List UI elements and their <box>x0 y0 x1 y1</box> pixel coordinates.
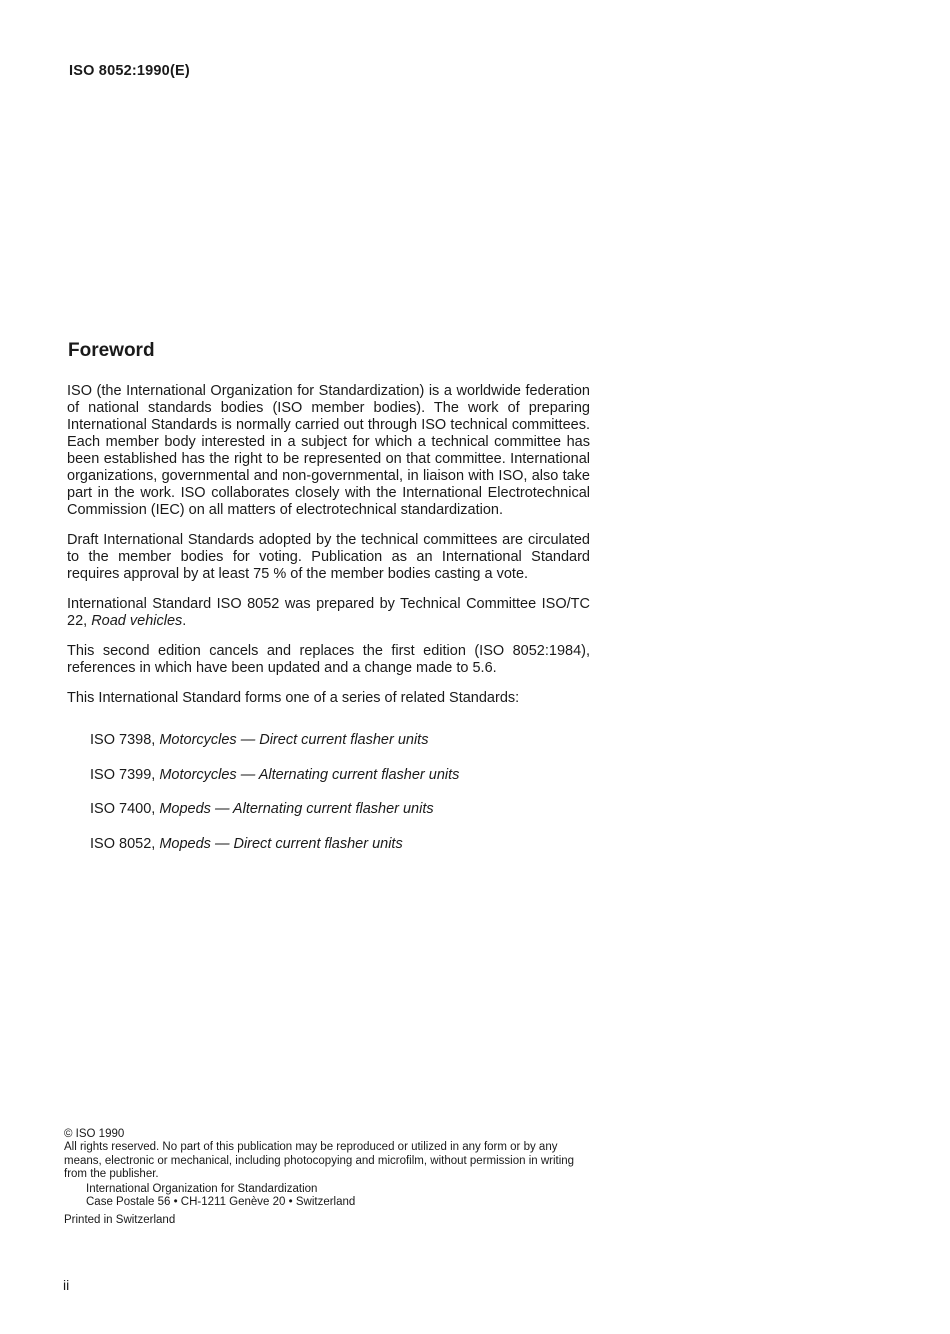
prepared-by-text: International Standard ISO 8052 was prepared by Technical Committee ISO/TC 22, <box>67 596 590 629</box>
foreword-heading: Foreword <box>68 340 155 361</box>
rights-statement: All rights reserved. No part of this publication may be reproduced or utilized in any form or by any means, electronic or mechanical, including photocopying and microfilm, without permission in writing from the publisher. <box>64 1141 575 1180</box>
foreword-paragraph: ISO (the International Organization for Standardization) is a worldwide federation of national standards bodies (ISO member bodies). The work of preparing International Standards is normally carried out through ISO technical committees. Each member body interested in a subject for which a technical committee has been established has the right to be represented on that committee. International organizations, governmental and non-governmental, in liaison with ISO, also take part in the work. ISO collaborates closely with the International Electrotechnical Commission (IEC) on all matters of electrotechnical standardization. <box>67 383 590 518</box>
page-number: ii <box>63 1277 70 1293</box>
series-intro: This International Standard forms one of a series of related Standards: <box>67 690 520 706</box>
list-item <box>90 767 590 784</box>
foreword-paragraph: Draft International Standards adopted by the technical committees are circulated to the member bodies for voting. Publication as an International Standard requires approval by at least 75 % of the member bodies casting a vote. <box>67 532 590 582</box>
prepared-by-paragraph <box>67 596 590 630</box>
list-item <box>90 732 590 749</box>
standard-number: ISO 8052, <box>90 835 160 852</box>
organization-name: International Organization for Standardization <box>86 1183 318 1196</box>
edition-note: This second edition cancels and replaces the first edition (ISO 8052:1984), references in which have been updated and a change made to 5.6. <box>67 643 590 676</box>
standard-title: Motorcycles — Alternating current flasher units <box>159 766 460 783</box>
standard-title: Mopeds — Alternating current flasher units <box>159 801 434 817</box>
committee-title: Road vehicles <box>91 613 183 629</box>
organization-address: Case Postale 56 • CH-1211 Genève 20 • Switzerland <box>86 1196 356 1209</box>
standard-title: Motorcycles — Direct current flasher units <box>159 732 429 748</box>
copyright-block <box>64 1128 590 1227</box>
standard-number: ISO 7398, <box>90 732 160 748</box>
related-standards-list <box>90 732 590 853</box>
foreword-body <box>67 383 590 870</box>
document-id: ISO 8052:1990(E) <box>69 63 190 79</box>
list-item <box>90 801 590 818</box>
standard-number: ISO 7400, <box>90 801 160 817</box>
copyright-notice: © ISO 1990 <box>64 1128 125 1140</box>
list-item <box>90 836 590 853</box>
printed-in: Printed in Switzerland <box>64 1213 176 1226</box>
prepared-by-end: . <box>182 613 187 629</box>
standard-number: ISO 7399, <box>90 766 160 783</box>
standard-title: Mopeds — Direct current flasher units <box>159 835 403 852</box>
